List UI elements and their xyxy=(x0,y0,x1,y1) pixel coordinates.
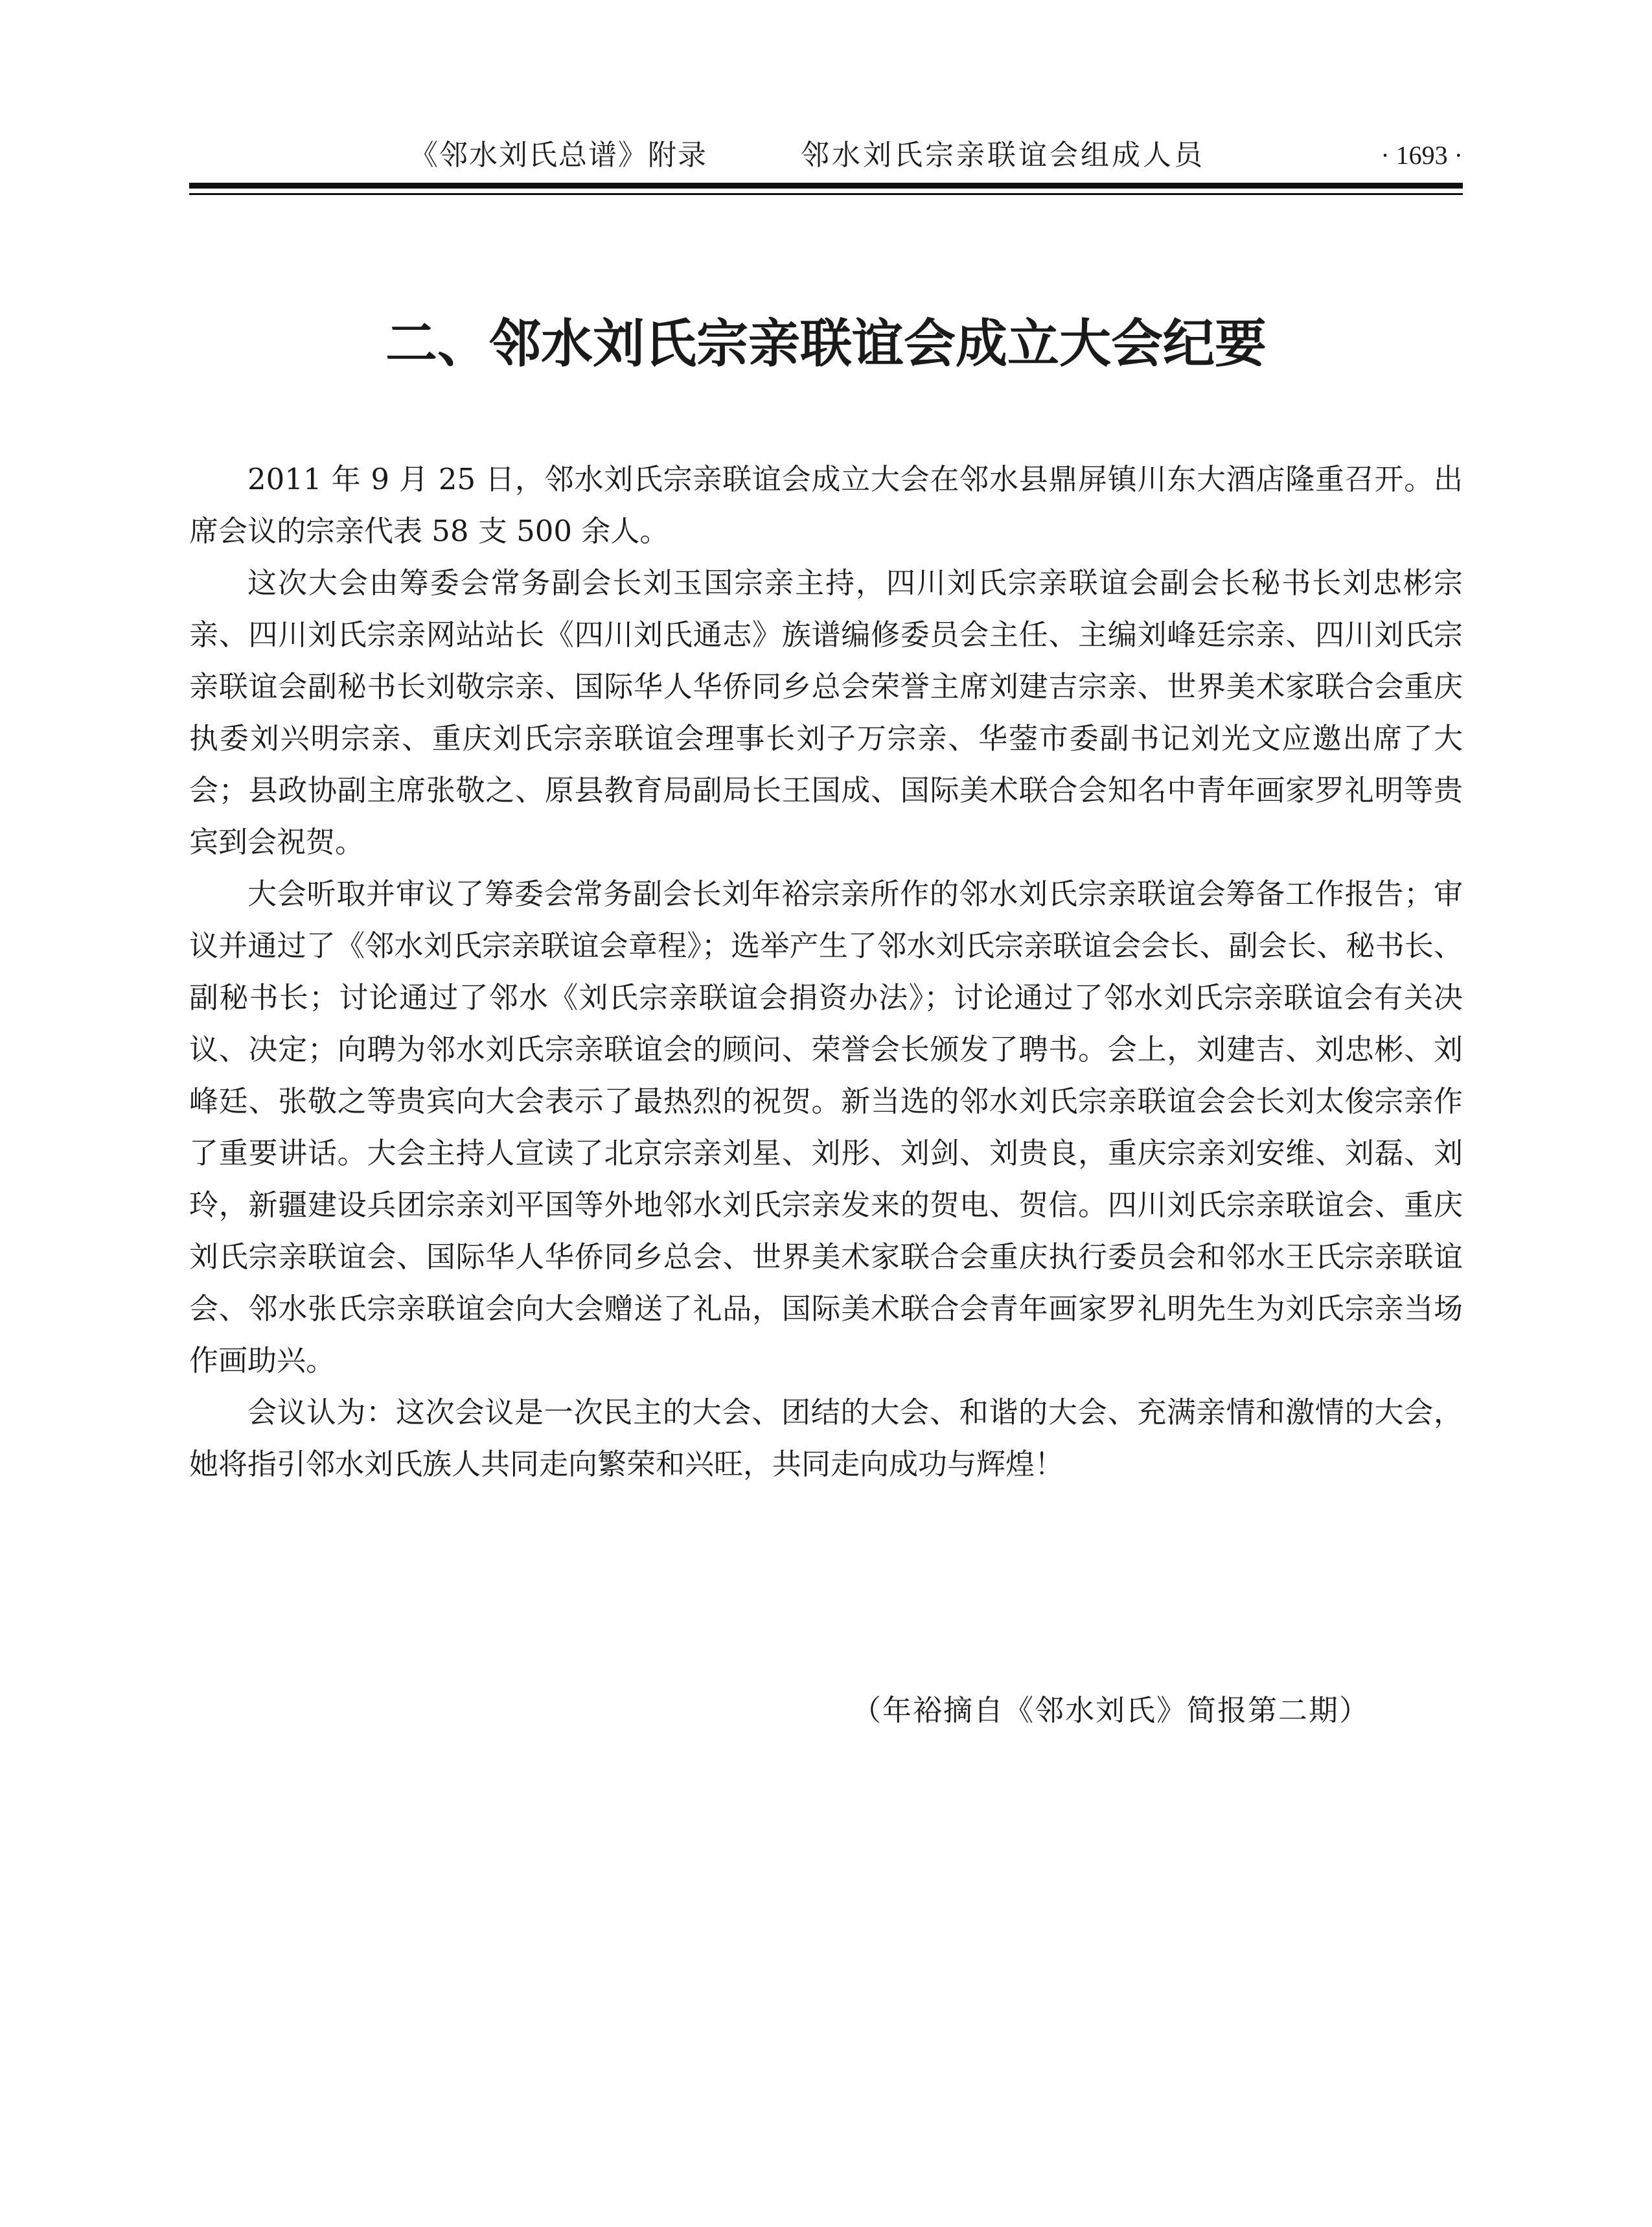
paragraph: 大会听取并审议了筹委会常务副会长刘年裕宗亲所作的邻水刘氏宗亲联谊会筹备工作报告；审议并通过了《邻水刘氏宗亲联谊会章程》；选举产生了邻水刘氏宗亲联谊会会长、副会长、秘书长、副秘书长；讨论通过了邻水《刘氏宗亲联谊会捐资办法》；讨论通过了邻水刘氏宗亲联谊会有关决议、决定；向聘为邻水刘氏宗亲联谊会的顾问、荣誉会长颁发了聘书。会上，刘建吉、刘忠彬、刘峰廷、张敬之等贵宾向大会表示了最热烈的祝贺。新当选的邻水刘氏宗亲联谊会会长刘太俊宗亲作了重要讲话。大会主持人宣读了北京宗亲刘星、刘彤、刘剑、刘贵良，重庆宗亲刘安维、刘磊、刘玲，新疆建设兵团宗亲刘平国等外地邻水刘氏宗亲发来的贺电、贺信。四川刘氏宗亲联谊会、重庆刘氏宗亲联谊会、国际华人华侨同乡总会、世界美术家联合会重庆执行委员会和邻水王氏宗亲联谊会、邻水张氏宗亲联谊会向大会赠送了礼品，国际美术联合会青年画家罗礼明先生为刘氏宗亲当场作画助兴。 xyxy=(189,877,1463,1378)
running-header xyxy=(189,130,1463,181)
paragraph: 2011 年 9 月 25 日，邻水刘氏宗亲联谊会成立大会在邻水县鼎屏镇川东大酒店隆重召开。出席会议的宗亲代表 58 支 500 余人。 xyxy=(189,462,1463,548)
paragraph: 会议认为：这次会议是一次民主的大会、团结的大会、和谐的大会、充满亲情和激情的大会，她将指引邻水刘氏族人共同走向繁荣和兴旺，共同走向成功与辉煌！ xyxy=(189,1395,1463,1481)
source-note: （年裕摘自《邻水刘氏》简报第二期） xyxy=(851,1693,1370,1727)
paragraph: 这次大会由筹委会常务副会长刘玉国宗亲主持，四川刘氏宗亲联谊会副会长秘书长刘忠彬宗亲、四川刘氏宗亲网站站长《四川刘氏通志》族谱编修委员会主任、主编刘峰廷宗亲、四川刘氏宗亲联谊会副秘书长刘敬宗亲、国际华人华侨同乡总会荣誉主席刘建吉宗亲、世界美术家联合会重庆执委刘兴明宗亲、重庆刘氏宗亲联谊会理事长刘子万宗亲、华蓥市委副书记刘光文应邀出席了大会；县政协副主席张敬之、原县教育局副局长王国成、国际美术联合会知名中青年画家罗礼明等贵宾到会祝贺。 xyxy=(189,566,1463,859)
header-rule-thin xyxy=(189,193,1463,195)
header-book-title: 《邻水刘氏总谱》附录 xyxy=(409,139,707,172)
header-rule-thick xyxy=(189,183,1463,189)
document-title: 二、邻水刘氏宗亲联谊会成立大会纪要 xyxy=(385,313,1267,374)
header-page-number: · 1693 · xyxy=(1381,141,1463,170)
header-section-title: 邻水刘氏宗亲联谊会组成人员 xyxy=(801,139,1205,172)
document-body xyxy=(189,454,1463,1490)
